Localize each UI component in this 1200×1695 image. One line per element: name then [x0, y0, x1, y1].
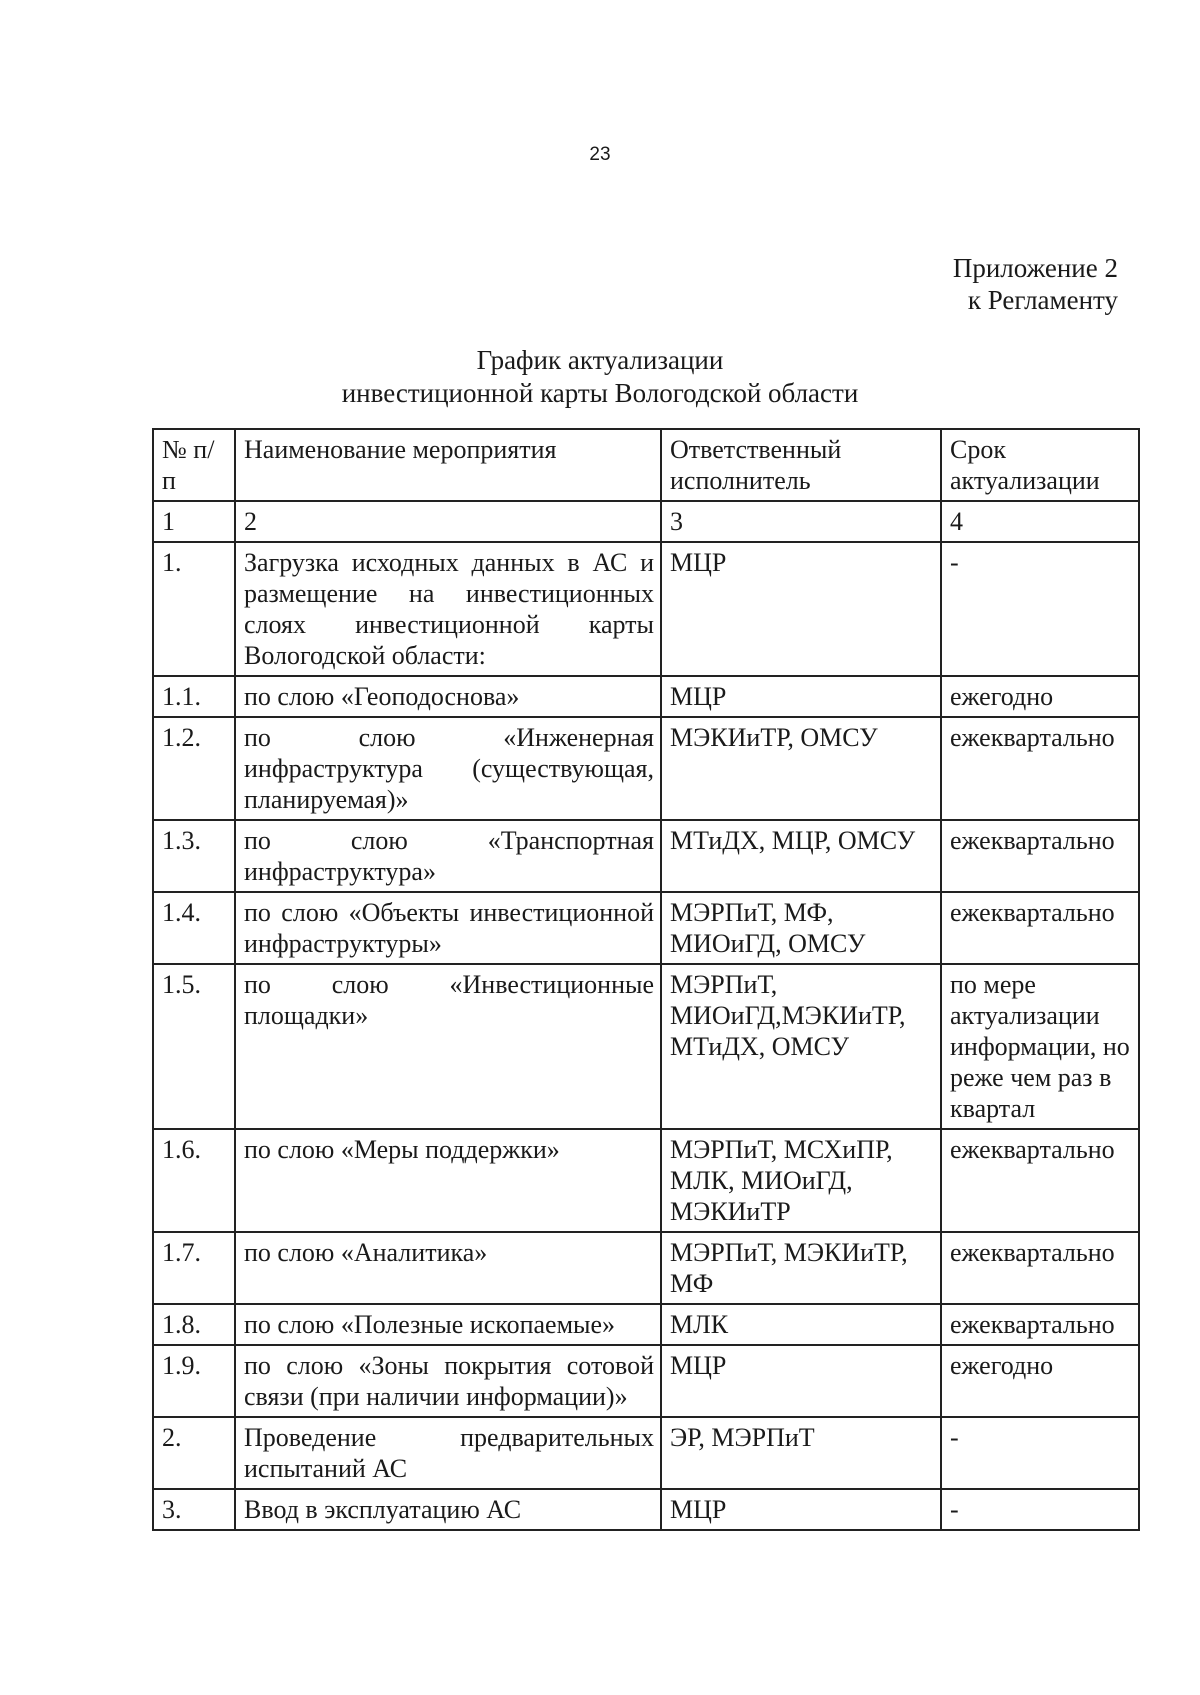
page-number: 23: [589, 144, 611, 165]
cell-executor: МЛК: [661, 1304, 941, 1345]
cell-executor: МЦР: [661, 1489, 941, 1530]
cell-num: 1.7.: [153, 1232, 235, 1304]
cell-term: -: [941, 1417, 1139, 1489]
header-executor: Ответственный исполнитель: [661, 429, 941, 501]
cell-name: по слою «Геоподоснова»: [235, 676, 661, 717]
cell-name: по слою «Аналитика»: [235, 1232, 661, 1304]
cell-name: Загрузка исходных данных в АС и размещение на инвестиционных слоях инвестиционной карты Вологодской области:: [235, 542, 661, 676]
table-row: [153, 1304, 1139, 1345]
cell-executor: ЭР, МЭРПиТ: [661, 1417, 941, 1489]
cell-name: Ввод в эксплуатацию АС: [235, 1489, 661, 1530]
cell-term: ежеквартально: [941, 1129, 1139, 1232]
cell-name: по слою «Инвестиционные площадки»: [235, 964, 661, 1129]
cell-name: по слою «Зоны покрытия сотовой связи (при наличии информации)»: [235, 1345, 661, 1417]
table-row: [153, 964, 1139, 1129]
appendix-line-1: Приложение 2: [952, 253, 1118, 283]
cell-executor: МЦР: [661, 676, 941, 717]
header-name: Наименование мероприятия: [235, 429, 661, 501]
cell-term: по мере актуализации информации, но реже чем раз в квартал: [941, 964, 1139, 1129]
cell-term: ежеквартально: [941, 820, 1139, 892]
column-number: 1: [153, 501, 235, 542]
cell-name: по слою «Объекты инвестиционной инфраструктуры»: [235, 892, 661, 964]
column-number: 3: [661, 501, 941, 542]
table-row: [153, 892, 1139, 964]
table-row: [153, 676, 1139, 717]
table-header-row: [153, 429, 1139, 501]
cell-num: 1.2.: [153, 717, 235, 820]
document-title: [0, 344, 1200, 410]
table-row: [153, 1489, 1139, 1530]
cell-term: ежеквартально: [941, 717, 1139, 820]
column-number: 4: [941, 501, 1139, 542]
cell-num: 1.6.: [153, 1129, 235, 1232]
cell-executor: МЭРПиТ, МЭКИиТР, МФ: [661, 1232, 941, 1304]
document-title-line-2: инвестиционной карты Вологодской области: [341, 378, 859, 408]
cell-num: 1.1.: [153, 676, 235, 717]
schedule-table-body: [153, 429, 1139, 1530]
cell-num: 1.8.: [153, 1304, 235, 1345]
cell-executor: МЦР: [661, 1345, 941, 1417]
cell-term: -: [941, 542, 1139, 676]
table-row: [153, 820, 1139, 892]
table-row: [153, 1129, 1139, 1232]
table-row: [153, 1232, 1139, 1304]
header-num: № п/п: [153, 429, 235, 501]
column-number: 2: [235, 501, 661, 542]
table-row: [153, 542, 1139, 676]
cell-term: ежеквартально: [941, 1232, 1139, 1304]
cell-executor: МЦР: [661, 542, 941, 676]
cell-executor: МЭРПиТ, МИОиГД,МЭКИиТР, МТиДХ, ОМСУ: [661, 964, 941, 1129]
column-number-row: [153, 501, 1139, 542]
cell-executor: МЭРПиТ, МСХиПР, МЛК, МИОиГД, МЭКИиТР: [661, 1129, 941, 1232]
cell-name: по слою «Инженерная инфраструктура (существующая, планируемая)»: [235, 717, 661, 820]
cell-num: 1.5.: [153, 964, 235, 1129]
header-term: Срок актуализации: [941, 429, 1139, 501]
cell-name: по слою «Меры поддержки»: [235, 1129, 661, 1232]
cell-name: Проведение предварительных испытаний АС: [235, 1417, 661, 1489]
cell-num: 1.4.: [153, 892, 235, 964]
cell-name: по слою «Транспортная инфраструктура»: [235, 820, 661, 892]
cell-term: ежегодно: [941, 1345, 1139, 1417]
cell-name: по слою «Полезные ископаемые»: [235, 1304, 661, 1345]
cell-num: 1.9.: [153, 1345, 235, 1417]
table-row: [153, 1417, 1139, 1489]
cell-num: 2.: [153, 1417, 235, 1489]
table-row: [153, 1345, 1139, 1417]
cell-term: ежегодно: [941, 676, 1139, 717]
cell-term: ежеквартально: [941, 892, 1139, 964]
cell-executor: МТиДХ, МЦР, ОМСУ: [661, 820, 941, 892]
cell-num: 1.: [153, 542, 235, 676]
table-row: [153, 717, 1139, 820]
document-title-line-1: График актуализации: [476, 345, 724, 375]
cell-executor: МЭКИиТР, ОМСУ: [661, 717, 941, 820]
cell-num: 3.: [153, 1489, 235, 1530]
appendix-line-2: к Регламенту: [967, 285, 1118, 315]
schedule-table: [152, 428, 1140, 1531]
cell-executor: МЭРПиТ, МФ, МИОиГД, ОМСУ: [661, 892, 941, 964]
cell-term: ежеквартально: [941, 1304, 1139, 1345]
cell-num: 1.3.: [153, 820, 235, 892]
appendix-reference: [953, 252, 1118, 316]
cell-term: -: [941, 1489, 1139, 1530]
